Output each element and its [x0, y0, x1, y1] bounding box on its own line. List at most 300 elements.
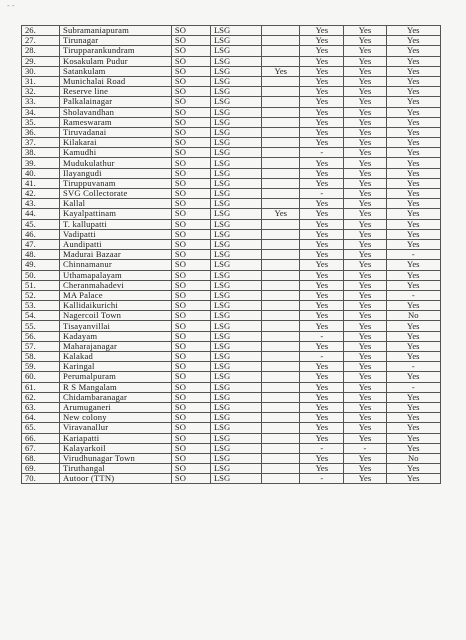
table-row: [22, 66, 441, 76]
office-name: Tirupparankundram: [59, 46, 171, 56]
office-name: Mudukulathur: [59, 158, 171, 168]
status-cell-1: [262, 290, 300, 300]
status-cell-2: Yes: [300, 199, 344, 209]
row-number: 54.: [22, 311, 60, 321]
status-cell-2: Yes: [300, 311, 344, 321]
status-cell-1: [262, 138, 300, 148]
status-cell-1: [262, 464, 300, 474]
office-type: SO: [171, 280, 210, 290]
office-name: Kariapatti: [59, 433, 171, 443]
office-type: SO: [171, 107, 210, 117]
office-type: SO: [171, 168, 210, 178]
office-type: SO: [171, 464, 210, 474]
status-cell-2: Yes: [300, 97, 344, 107]
status-cell-4: Yes: [386, 117, 440, 127]
office-name: Maharajanagar: [59, 341, 171, 351]
status-cell-1: [262, 219, 300, 229]
office-name: Tiruppuvanam: [59, 178, 171, 188]
office-type: SO: [171, 56, 210, 66]
status-cell-3: Yes: [344, 199, 386, 209]
status-cell-1: [262, 178, 300, 188]
office-type: SO: [171, 97, 210, 107]
status-cell-4: Yes: [386, 97, 440, 107]
office-name: Tiruthangal: [59, 464, 171, 474]
office-name: Madurai Bazaar: [59, 250, 171, 260]
status-cell-3: Yes: [344, 209, 386, 219]
status-cell-2: -: [300, 331, 344, 341]
table-row: [22, 413, 441, 423]
row-number: 53.: [22, 301, 60, 311]
office-category: LSG: [210, 219, 261, 229]
office-category: LSG: [210, 158, 261, 168]
status-cell-2: -: [300, 148, 344, 158]
status-cell-3: Yes: [344, 148, 386, 158]
status-cell-2: -: [300, 189, 344, 199]
office-category: LSG: [210, 148, 261, 158]
status-cell-2: Yes: [300, 250, 344, 260]
status-cell-2: Yes: [300, 464, 344, 474]
office-type: SO: [171, 250, 210, 260]
office-category: LSG: [210, 76, 261, 86]
office-category: LSG: [210, 107, 261, 117]
status-cell-4: Yes: [386, 402, 440, 412]
row-number: 57.: [22, 341, 60, 351]
row-number: 41.: [22, 178, 60, 188]
office-category: LSG: [210, 260, 261, 270]
status-cell-3: Yes: [344, 127, 386, 137]
status-cell-1: [262, 301, 300, 311]
office-category: LSG: [210, 433, 261, 443]
status-cell-3: Yes: [344, 56, 386, 66]
status-cell-3: Yes: [344, 382, 386, 392]
office-category: LSG: [210, 321, 261, 331]
status-cell-3: Yes: [344, 76, 386, 86]
status-cell-3: Yes: [344, 168, 386, 178]
office-type: SO: [171, 453, 210, 463]
status-cell-4: Yes: [386, 199, 440, 209]
status-cell-2: Yes: [300, 392, 344, 402]
office-type: SO: [171, 219, 210, 229]
status-cell-2: Yes: [300, 372, 344, 382]
row-number: 46.: [22, 229, 60, 239]
table-row: [22, 453, 441, 463]
office-type: SO: [171, 392, 210, 402]
row-number: 40.: [22, 168, 60, 178]
status-cell-4: Yes: [386, 46, 440, 56]
office-type: SO: [171, 26, 210, 36]
office-type: SO: [171, 209, 210, 219]
office-type: SO: [171, 66, 210, 76]
status-cell-3: -: [344, 443, 386, 453]
table-row: [22, 301, 441, 311]
table-row: [22, 209, 441, 219]
table-row: [22, 311, 441, 321]
row-number: 34.: [22, 107, 60, 117]
post-office-table: [21, 25, 441, 484]
table-row: [22, 26, 441, 36]
office-name: Munichalai Road: [59, 76, 171, 86]
status-cell-2: Yes: [300, 117, 344, 127]
status-cell-4: Yes: [386, 270, 440, 280]
status-cell-3: Yes: [344, 372, 386, 382]
row-number: 51.: [22, 280, 60, 290]
office-category: LSG: [210, 46, 261, 56]
status-cell-4: Yes: [386, 280, 440, 290]
table-row: [22, 36, 441, 46]
office-name: T. kallupatti: [59, 219, 171, 229]
office-type: SO: [171, 127, 210, 137]
status-cell-3: Yes: [344, 239, 386, 249]
row-number: 67.: [22, 443, 60, 453]
office-name: Vadipatti: [59, 229, 171, 239]
office-name: Tisayanvillai: [59, 321, 171, 331]
status-cell-1: [262, 97, 300, 107]
status-cell-1: Yes: [262, 209, 300, 219]
table-row: [22, 117, 441, 127]
office-type: SO: [171, 341, 210, 351]
status-cell-1: [262, 26, 300, 36]
office-type: SO: [171, 148, 210, 158]
status-cell-2: Yes: [300, 219, 344, 229]
office-type: SO: [171, 46, 210, 56]
status-cell-3: Yes: [344, 413, 386, 423]
status-cell-3: Yes: [344, 66, 386, 76]
office-type: SO: [171, 290, 210, 300]
status-cell-1: [262, 117, 300, 127]
row-number: 69.: [22, 464, 60, 474]
table-row: [22, 341, 441, 351]
office-category: LSG: [210, 453, 261, 463]
status-cell-4: Yes: [386, 189, 440, 199]
status-cell-4: -: [386, 250, 440, 260]
status-cell-1: [262, 352, 300, 362]
office-type: SO: [171, 229, 210, 239]
status-cell-1: [262, 433, 300, 443]
office-name: Viravanallur: [59, 423, 171, 433]
office-category: LSG: [210, 250, 261, 260]
table-row: [22, 178, 441, 188]
office-category: LSG: [210, 474, 261, 484]
office-name: MA Palace: [59, 290, 171, 300]
office-type: SO: [171, 433, 210, 443]
office-category: LSG: [210, 117, 261, 127]
office-name: Kallidaikurichi: [59, 301, 171, 311]
status-cell-1: [262, 392, 300, 402]
status-cell-2: Yes: [300, 362, 344, 372]
office-type: SO: [171, 239, 210, 249]
status-cell-3: Yes: [344, 341, 386, 351]
status-cell-1: [262, 402, 300, 412]
status-cell-4: Yes: [386, 66, 440, 76]
status-cell-4: Yes: [386, 239, 440, 249]
status-cell-1: [262, 321, 300, 331]
office-category: LSG: [210, 311, 261, 321]
status-cell-4: Yes: [386, 56, 440, 66]
table-row: [22, 423, 441, 433]
status-cell-2: Yes: [300, 301, 344, 311]
status-cell-3: Yes: [344, 423, 386, 433]
table-row: [22, 402, 441, 412]
office-name: Tiruvadanai: [59, 127, 171, 137]
row-number: 56.: [22, 331, 60, 341]
status-cell-2: Yes: [300, 36, 344, 46]
status-cell-3: Yes: [344, 321, 386, 331]
status-cell-1: [262, 474, 300, 484]
status-cell-3: Yes: [344, 301, 386, 311]
table-row: [22, 127, 441, 137]
page-edge-mark: --: [6, 2, 16, 11]
status-cell-3: Yes: [344, 453, 386, 463]
row-number: 29.: [22, 56, 60, 66]
status-cell-4: Yes: [386, 178, 440, 188]
status-cell-1: [262, 331, 300, 341]
status-cell-2: Yes: [300, 26, 344, 36]
status-cell-3: Yes: [344, 46, 386, 56]
row-number: 44.: [22, 209, 60, 219]
office-type: SO: [171, 158, 210, 168]
status-cell-3: Yes: [344, 290, 386, 300]
status-cell-1: [262, 168, 300, 178]
status-cell-4: Yes: [386, 392, 440, 402]
office-type: SO: [171, 199, 210, 209]
row-number: 32.: [22, 87, 60, 97]
office-category: LSG: [210, 413, 261, 423]
status-cell-1: [262, 127, 300, 137]
status-cell-2: Yes: [300, 56, 344, 66]
office-name: Kayalpattinam: [59, 209, 171, 219]
office-category: LSG: [210, 331, 261, 341]
office-type: SO: [171, 301, 210, 311]
row-number: 48.: [22, 250, 60, 260]
row-number: 62.: [22, 392, 60, 402]
office-type: SO: [171, 321, 210, 331]
table-row: [22, 97, 441, 107]
table-row: [22, 443, 441, 453]
status-cell-4: Yes: [386, 423, 440, 433]
table-body: [22, 26, 441, 484]
table-row: [22, 382, 441, 392]
table-row: [22, 250, 441, 260]
status-cell-2: -: [300, 352, 344, 362]
status-cell-1: Yes: [262, 66, 300, 76]
status-cell-3: Yes: [344, 250, 386, 260]
status-cell-3: Yes: [344, 178, 386, 188]
row-number: 58.: [22, 352, 60, 362]
office-name: Perumalpuram: [59, 372, 171, 382]
status-cell-1: [262, 413, 300, 423]
status-cell-2: Yes: [300, 209, 344, 219]
row-number: 30.: [22, 66, 60, 76]
status-cell-1: [262, 76, 300, 86]
office-category: LSG: [210, 199, 261, 209]
table-row: [22, 372, 441, 382]
row-number: 36.: [22, 127, 60, 137]
status-cell-1: [262, 280, 300, 290]
status-cell-3: Yes: [344, 87, 386, 97]
office-name: Sholavandhan: [59, 107, 171, 117]
table-row: [22, 229, 441, 239]
status-cell-4: Yes: [386, 260, 440, 270]
office-name: Autoor (TTN): [59, 474, 171, 484]
status-cell-1: [262, 107, 300, 117]
table-row: [22, 290, 441, 300]
status-cell-3: Yes: [344, 229, 386, 239]
status-cell-2: Yes: [300, 260, 344, 270]
row-number: 35.: [22, 117, 60, 127]
office-type: SO: [171, 311, 210, 321]
status-cell-2: Yes: [300, 178, 344, 188]
status-cell-2: Yes: [300, 107, 344, 117]
office-type: SO: [171, 36, 210, 46]
office-category: LSG: [210, 280, 261, 290]
office-category: LSG: [210, 87, 261, 97]
status-cell-4: Yes: [386, 26, 440, 36]
status-cell-2: Yes: [300, 382, 344, 392]
office-name: Virudhunagar Town: [59, 453, 171, 463]
status-cell-4: Yes: [386, 138, 440, 148]
office-name: Chinnamanur: [59, 260, 171, 270]
office-category: LSG: [210, 464, 261, 474]
row-number: 66.: [22, 433, 60, 443]
table-row: [22, 464, 441, 474]
row-number: 26.: [22, 26, 60, 36]
status-cell-4: Yes: [386, 36, 440, 46]
table-row: [22, 270, 441, 280]
row-number: 68.: [22, 453, 60, 463]
row-number: 37.: [22, 138, 60, 148]
office-name: Subramaniapuram: [59, 26, 171, 36]
row-number: 49.: [22, 260, 60, 270]
status-cell-1: [262, 87, 300, 97]
status-cell-2: Yes: [300, 321, 344, 331]
office-name: Satankulam: [59, 66, 171, 76]
office-category: LSG: [210, 239, 261, 249]
table-row: [22, 331, 441, 341]
office-category: LSG: [210, 56, 261, 66]
status-cell-4: Yes: [386, 433, 440, 443]
office-category: LSG: [210, 443, 261, 453]
status-cell-2: -: [300, 443, 344, 453]
status-cell-4: No: [386, 311, 440, 321]
status-cell-2: Yes: [300, 423, 344, 433]
status-cell-4: Yes: [386, 127, 440, 137]
office-type: SO: [171, 270, 210, 280]
table-row: [22, 148, 441, 158]
status-cell-3: Yes: [344, 280, 386, 290]
office-name: Kalayarkoil: [59, 443, 171, 453]
status-cell-3: Yes: [344, 107, 386, 117]
office-name: Aundipatti: [59, 239, 171, 249]
status-cell-3: Yes: [344, 352, 386, 362]
office-category: LSG: [210, 178, 261, 188]
status-cell-4: Yes: [386, 352, 440, 362]
office-category: LSG: [210, 36, 261, 46]
row-number: 60.: [22, 372, 60, 382]
status-cell-4: -: [386, 382, 440, 392]
status-cell-1: [262, 423, 300, 433]
status-cell-2: Yes: [300, 341, 344, 351]
status-cell-1: [262, 311, 300, 321]
office-category: LSG: [210, 127, 261, 137]
office-name: Chidambaranagar: [59, 392, 171, 402]
status-cell-3: Yes: [344, 270, 386, 280]
status-cell-4: Yes: [386, 158, 440, 168]
row-number: 42.: [22, 189, 60, 199]
row-number: 31.: [22, 76, 60, 86]
office-name: Reserve line: [59, 87, 171, 97]
office-name: Nagercoil Town: [59, 311, 171, 321]
status-cell-4: Yes: [386, 76, 440, 86]
status-cell-3: Yes: [344, 97, 386, 107]
office-name: Arumuganeri: [59, 402, 171, 412]
status-cell-4: Yes: [386, 341, 440, 351]
office-category: LSG: [210, 301, 261, 311]
office-name: Ilayangudi: [59, 168, 171, 178]
status-cell-3: Yes: [344, 474, 386, 484]
status-cell-1: [262, 382, 300, 392]
table-row: [22, 87, 441, 97]
office-type: SO: [171, 382, 210, 392]
status-cell-1: [262, 229, 300, 239]
table-row: [22, 158, 441, 168]
status-cell-1: [262, 372, 300, 382]
status-cell-4: Yes: [386, 168, 440, 178]
status-cell-2: Yes: [300, 168, 344, 178]
office-name: Kosakulam Pudur: [59, 56, 171, 66]
status-cell-1: [262, 46, 300, 56]
status-cell-3: Yes: [344, 402, 386, 412]
office-category: LSG: [210, 392, 261, 402]
status-cell-3: Yes: [344, 158, 386, 168]
office-type: SO: [171, 352, 210, 362]
office-category: LSG: [210, 352, 261, 362]
status-cell-3: Yes: [344, 36, 386, 46]
row-number: 64.: [22, 413, 60, 423]
office-name: Kallal: [59, 199, 171, 209]
status-cell-4: Yes: [386, 107, 440, 117]
office-category: LSG: [210, 423, 261, 433]
office-type: SO: [171, 117, 210, 127]
office-category: LSG: [210, 138, 261, 148]
table-row: [22, 362, 441, 372]
row-number: 50.: [22, 270, 60, 280]
status-cell-2: Yes: [300, 280, 344, 290]
status-cell-2: Yes: [300, 158, 344, 168]
status-cell-1: [262, 56, 300, 66]
office-category: LSG: [210, 341, 261, 351]
row-number: 55.: [22, 321, 60, 331]
office-type: SO: [171, 402, 210, 412]
status-cell-3: Yes: [344, 392, 386, 402]
status-cell-3: Yes: [344, 219, 386, 229]
office-category: LSG: [210, 209, 261, 219]
office-type: SO: [171, 138, 210, 148]
status-cell-4: Yes: [386, 209, 440, 219]
status-cell-1: [262, 239, 300, 249]
status-cell-1: [262, 36, 300, 46]
table-row: [22, 107, 441, 117]
row-number: 61.: [22, 382, 60, 392]
status-cell-4: Yes: [386, 464, 440, 474]
status-cell-2: Yes: [300, 270, 344, 280]
status-cell-2: Yes: [300, 453, 344, 463]
office-type: SO: [171, 423, 210, 433]
office-name: Kadayam: [59, 331, 171, 341]
status-cell-2: Yes: [300, 138, 344, 148]
status-cell-3: Yes: [344, 260, 386, 270]
office-category: LSG: [210, 168, 261, 178]
status-cell-1: [262, 148, 300, 158]
